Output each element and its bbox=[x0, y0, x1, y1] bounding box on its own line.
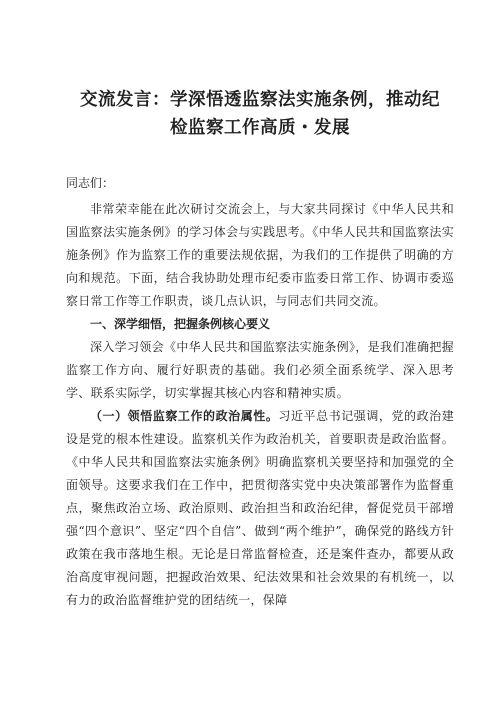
intro-paragraph: 非常荣幸能在此次研讨交流会上，与大家共同探讨《中华人民共和国监察法实施条例》的学习体会与实践思考。《中华人民共和国监察法实施条例》作为监察工作的重要法规依据，为我们的工作提供了明确的方向和规范。下面，结合我协助处理市纪委市监委日常工作、协调市委巡察日常工作等工作职责，谈几点认识，与同志们共同交流。 bbox=[66, 202, 454, 308]
subsection-1-heading: （一）领悟监察工作的政治属性。 bbox=[90, 409, 279, 423]
document-title bbox=[66, 86, 454, 142]
title-line-1: 交流发言：学深悟透监察法实施条例，推动纪 bbox=[80, 90, 440, 110]
salutation: 同志们： bbox=[66, 176, 115, 190]
subsection-1-text: 习近平总书记强调，党的政治建设是党的根本性建设。监察机关作为政治机关，首要职责是政治监督。《中华人民共和国监察法实施条例》明确监察机关要坚持和加强党的全面领导。这要求我们在工作中，把贯彻落实党中央决策部署作为监督重点，聚焦政治立场、政治原则、政治担当和政治纪律，督促党员干部增强“四个意识”、坚定“四个自信”、做到“两个维护”，确保党的路线方针政策在我市落地生根。无论是日常监督检查，还是案件查办，都要从政治高度审视问题，把握政治效果、纪法效果和社会效果的有机统一，以有力的政治监督维护党的团结统一，保障 bbox=[66, 409, 454, 607]
title-line-2: 检监察工作高质・发展 bbox=[170, 118, 350, 138]
section-1-paragraph: 深入学习领会《中华人民共和国监察法实施条例》，是我们准确把握监察工作方向、履行好职责的基础。我们必须全面系统学、深入思考学、联系实际学，切实掌握其核心内容和精神实质。 bbox=[66, 340, 454, 400]
subsection-1-paragraph bbox=[66, 405, 454, 612]
section-1-heading: 一、深学细悟，把握条例核心要义 bbox=[90, 317, 271, 331]
